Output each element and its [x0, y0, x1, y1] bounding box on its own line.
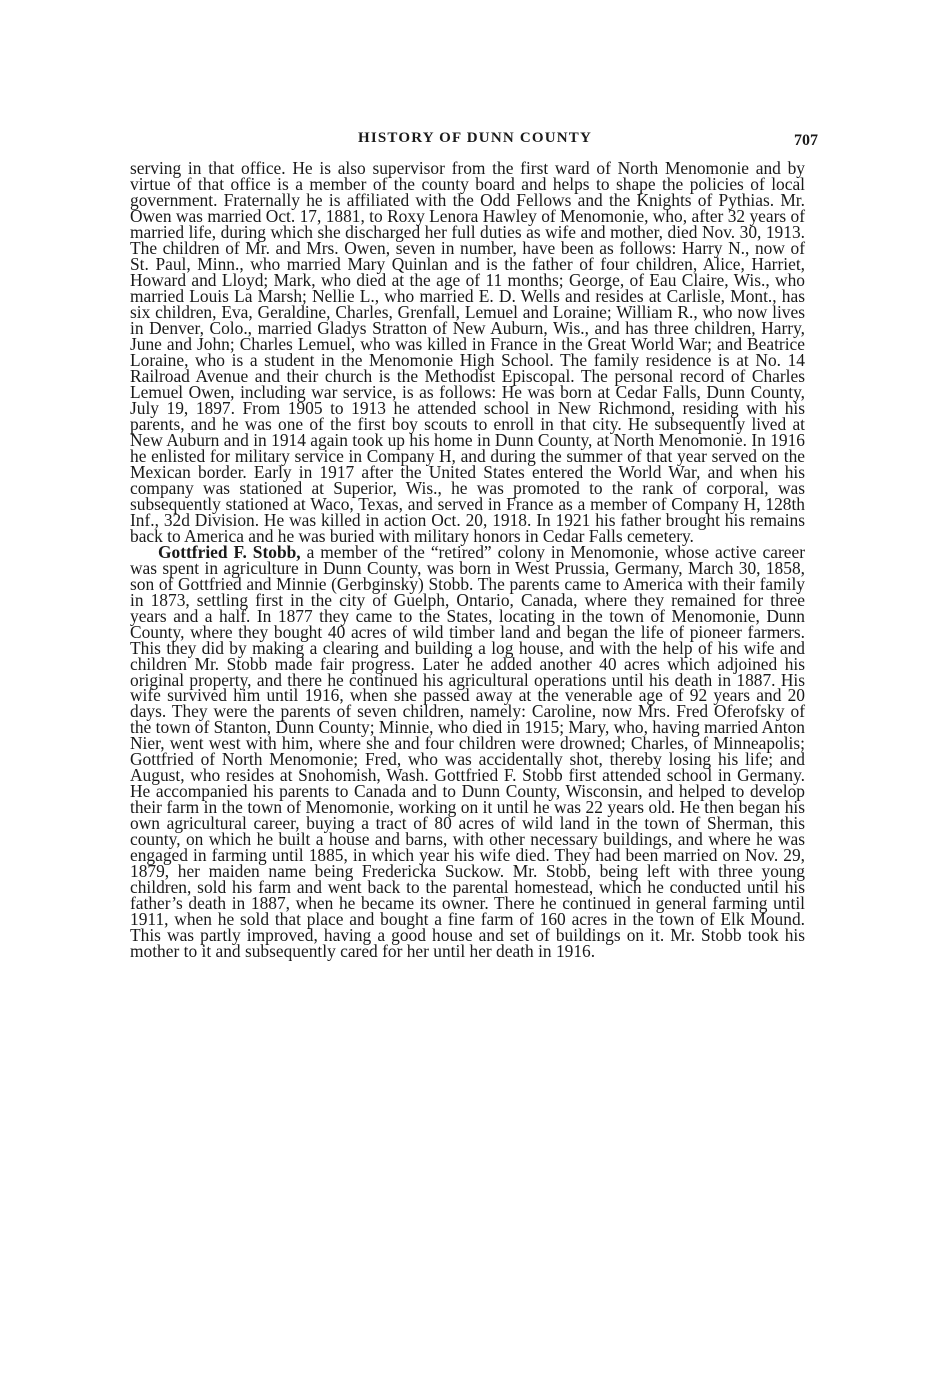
paragraph-text: serving in that office. He is also supervisor from the first ward of North Menomonie and by virtue of that office is a member of the county board and helps to shape the policies of local government. Fraternally he is affiliated with the Odd Fellows and the Knights of Pythias. Mr. Owen was married Oct. 17, 1881, to Roxy Lenora Hawley of Menomonie, who, after 32 years of married life, during which she discharged her full duties as wife and mother, died Nov. 30, 1913. The children of Mr. and Mrs. Owen, seven in number, have been as follows: Harry N., now of St. Paul, Minn., who married Mary Quinlan and is the father of four children, Alice, Harriet, Howard and Lloyd; Mark, who died at the age of 11 months; George, of Eau Claire, Wis., who married Louis La Marsh; Nellie L., who married E. D. Wells and resides at Carlisle, Mont., has six children, Eva, Geraldine, Charles, Grenfall, Lemuel and Loraine; William R., who now lives in Denver, Colo., married Gladys Stratton of New Auburn, Wis., and has three children, Harry, June and John; Charles Lemuel, who was killed in France in the Great World War; and Beatrice Loraine, who is a student in the Menomonie High School. The family residence is at No. 14 Railroad Avenue and their church is the Methodist Episcopal. The personal record of Charles Lemuel Owen, including war service, is as follows: He was born at Cedar Falls, Dunn County, July 19, 1897. From 1905 to 1913 he attended school in New Richmond, residing with his parents, and he was one of the first boy scouts to enroll in that city. He subsequently lived at New Auburn and in 1914 again took up his home in Dunn County, at North Menomonie. In 1916 he enlisted for military service in Company H, and during the summer of that year served on the Mexican border. Early in 1917 after the United States entered the World War, and when his company was stationed at Superior, Wis., he was promoted to the rank of corporal, was subsequently stationed at Waco, Texas, and served in France as a member of Company H, 128th Inf., 32d Division. He was killed in action Oct. 20, 1918. In 1921 his father brought his remains back to America and he was buried with military honors in Cedar Falls cemetery. [130, 158, 805, 546]
paragraph-owen-continued [130, 160, 805, 544]
body-text [130, 158, 805, 962]
subject-name: Gottfried F. Stobb, [158, 541, 301, 562]
running-head [130, 126, 820, 156]
paragraph-stobb-biography [130, 541, 805, 962]
paragraph-text: a member of the “retired” colony in Menomonie, whose active career was spent in agriculture in Dunn County, was born in West Prussia, Germany, March 30, 1858, son of Gottfried and Minnie (Gerbginsky) Stobb. The parents came to America with their family in 1873, settling first in the city of Guelph, Ontario, Canada, where they remained for three years and a half. In 1877 they came to the States, locating in the town of Menomonie, Dunn County, where they bought 40 acres of wild timber land and began the life of pioneer farmers. This they did by making a clearing and building a log house, and with the help of his wife and children Mr. Stobb made fair progress. Later he added another 40 acres which adjoined his original property, and there he continued his agricultural operations until his death in 1887. His wife survived him until 1916, when she passed away at the venerable age of 92 years and 20 days. They were the parents of seven children, namely: Caroline, now Mrs. Fred Oferofsky of the town of Stanton, Dunn County; Minnie, who died in 1915; Mary, who, having married Anton Nier, went west with him, where she and four children were drowned; Charles, of Minneapolis; Gottfried of North Menomonie; Fred, who was accidentally shot, thereby losing his life; and August, who resides at Snohomish, Wash. Gottfried F. Stobb first attended school in Germany. He accompanied his parents to Canada and to Dunn County, Wisconsin, and helped to develop their farm in the town of Menomonie, working on it until he was 22 years old. He then began his own agricultural career, buying a tract of 80 acres of wild land in the town of Sherman, this county, on which he built a house and barns, with other necessary buildings, and where he was engaged in farming until 1885, in which year his wife died. They had been married on Nov. 29, 1879, her maiden name being Fredericka Suckow. Mr. Stobb, being left with three young children, sold his farm and went back to the parental homestead, which he conducted until his father’s death in 1887, when he became its owner. There he continued in general farming until 1911, when he sold that place and bought a fine farm of 160 acres in the town of Elk Mound. This was partly improved, having a good house and set of buildings on it. Mr. Stobb took his mother to it and subsequently cared for her until her death in 1916. [130, 541, 805, 962]
running-title: HISTORY OF DUNN COUNTY [357, 130, 593, 146]
page-number: 707 [794, 132, 818, 149]
